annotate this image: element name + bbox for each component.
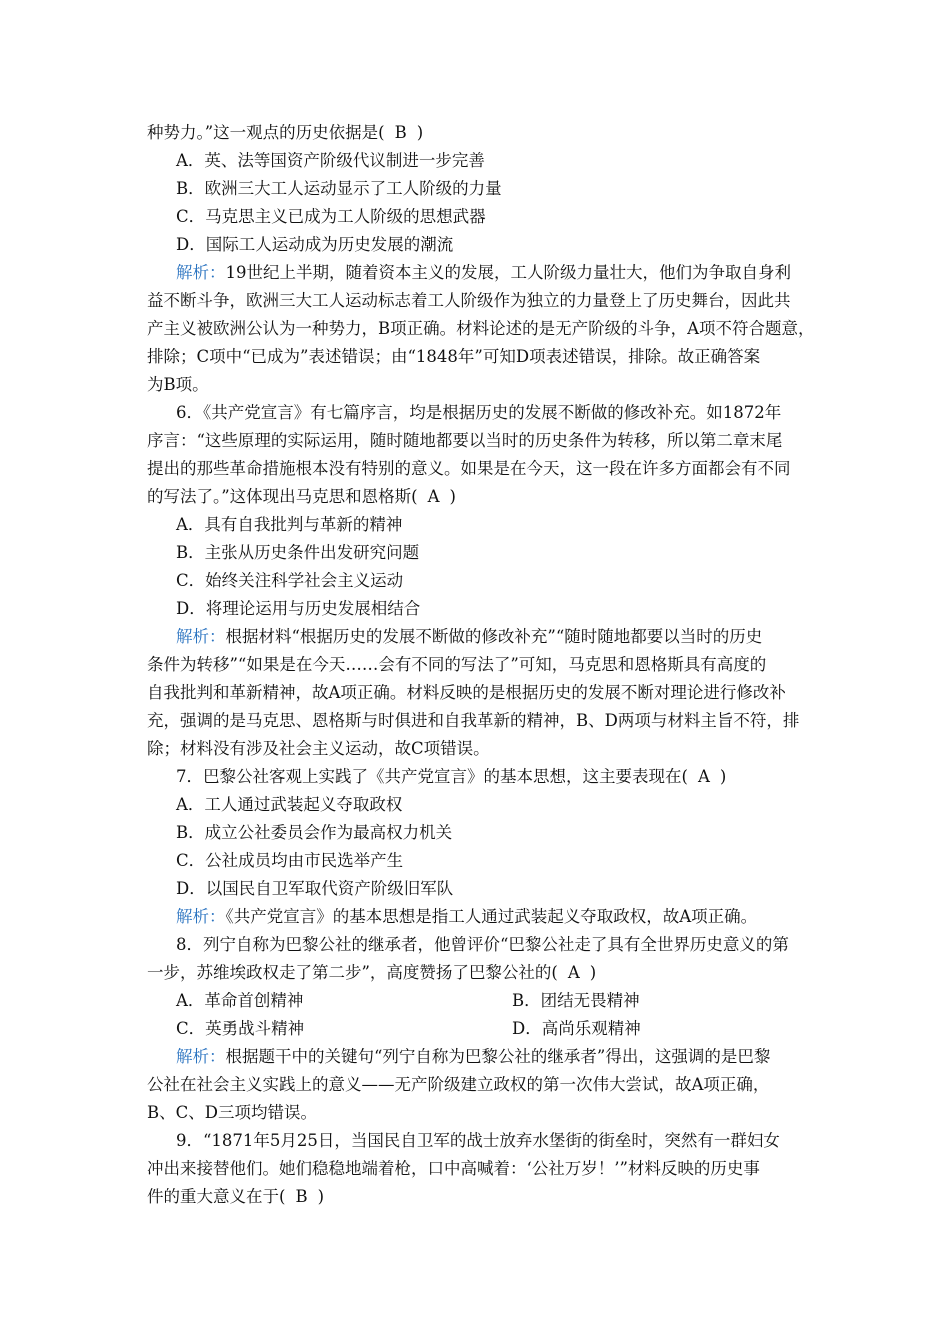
q8-stem-line-1: 8．列宁自称为巴黎公社的继承者，他曾评价“巴黎公社走了具有全世界历史意义的第 bbox=[176, 935, 789, 954]
q8-option-c: C．英勇战斗精神 bbox=[176, 1019, 305, 1038]
q5-option-c: C．马克思主义已成为工人阶级的思想武器 bbox=[176, 207, 486, 226]
q8-option-d: D．高尚乐观精神 bbox=[512, 1019, 641, 1038]
q7-option-b: B．成立公社委员会作为最高权力机关 bbox=[176, 823, 453, 842]
q9-stem-text: 件的重大意义在于( bbox=[147, 1187, 286, 1206]
q6-option-a: A．具有自我批判与革新的精神 bbox=[176, 515, 403, 534]
q8-answer: A bbox=[567, 963, 580, 982]
q7-answer: A bbox=[697, 767, 710, 786]
q5-analysis-label: 解析： bbox=[176, 263, 226, 282]
q8-stem-text: 一步，苏维埃政权走了第二步”，高度赞扬了巴黎公社的( bbox=[147, 963, 558, 982]
q6-stem-line-3: 提出的那些革命措施根本没有特别的意义。如果是在今天，这一段在许多方面都会有不同 bbox=[147, 459, 791, 478]
q6-option-d: D．将理论运用与历史发展相结合 bbox=[176, 599, 421, 618]
q6-analysis-line-2: 条件为转移”“如果是在今天……会有不同的写法了”可知，马克思和恩格斯具有高度的 bbox=[147, 655, 767, 674]
q5-stem-line bbox=[147, 122, 423, 146]
q7-stem-line bbox=[176, 766, 726, 790]
q6-analysis-text: 根据材料“根据历史的发展不断做的修改补充”“随时随地都要以当时的历史 bbox=[225, 627, 763, 646]
q5-option-d: D．国际工人运动成为历史发展的潮流 bbox=[176, 235, 454, 254]
q9-stem-line-3 bbox=[147, 1186, 324, 1210]
q6-stem-close: ) bbox=[449, 487, 456, 506]
q9-answer: B bbox=[295, 1187, 308, 1206]
q7-stem-text: 7．巴黎公社客观上实践了《共产党宣言》的基本思想，这主要表现在( bbox=[176, 767, 688, 786]
q8-option-a: A．革命首创精神 bbox=[176, 991, 304, 1010]
q6-stem-line-2: 序言：“这些原理的实际运用，随时随地都要以当时的历史条件为转移，所以第二章末尾 bbox=[147, 431, 783, 450]
q8-analysis-label: 解析： bbox=[176, 1047, 226, 1066]
q6-analysis-label: 解析： bbox=[176, 627, 226, 646]
q8-stem-line-2 bbox=[147, 962, 596, 986]
q5-answer: B bbox=[394, 123, 407, 142]
q6-analysis-line-5: 除；材料没有涉及社会主义运动，故C项错误。 bbox=[147, 739, 490, 758]
q9-stem-line-2: 冲出来接替他们。她们稳稳地端着枪，口中高喊着：‘公社万岁！’”材料反映的历史事 bbox=[147, 1159, 760, 1178]
q8-analysis-line-1 bbox=[176, 1046, 770, 1070]
q6-stem-line-4 bbox=[147, 486, 456, 510]
q9-stem-close: ) bbox=[317, 1187, 325, 1206]
q5-analysis-text: 19世纪上半期，随着资本主义的发展，工人阶级力量壮大，他们为争取自身利 bbox=[225, 263, 791, 282]
q6-option-b: B．主张从历史条件出发研究问题 bbox=[176, 543, 420, 562]
q5-stem-text: 种势力。”这一观点的历史依据是( bbox=[147, 123, 385, 142]
q8-analysis-text: 根据题干中的关键句“列宁自称为巴黎公社的继承者”得出，这强调的是巴黎 bbox=[225, 1047, 771, 1066]
q5-option-a: A．英、法等国资产阶级代议制进一步完善 bbox=[176, 151, 485, 170]
q7-option-c: C．公社成员均由市民选举产生 bbox=[176, 851, 404, 870]
q6-answer: A bbox=[427, 487, 440, 506]
q6-analysis-line-3: 自我批判和革新精神，故A项正确。材料反映的是根据历史的发展不断对理论进行修改补 bbox=[147, 683, 786, 702]
q5-option-b: B．欧洲三大工人运动显示了工人阶级的力量 bbox=[176, 179, 502, 198]
q6-stem-text: 的写法了。”这体现出马克思和恩格斯( bbox=[147, 487, 418, 506]
q8-analysis-line-2: 公社在社会主义实践上的意义——无产阶级建立政权的第一次伟大尝试，故A项正确， bbox=[147, 1075, 770, 1094]
q5-stem-close: ) bbox=[416, 123, 424, 142]
q8-stem-close: ) bbox=[589, 963, 597, 982]
q5-analysis-line-4: 排除；C项中“已成为”表述错误；由“1848年”可知D项表述错误，排除。故正确答案 bbox=[147, 347, 761, 366]
q6-analysis-line-4: 充，强调的是马克思、恩格斯与时俱进和自我革新的精神，B、D两项与材料主旨不符，排 bbox=[147, 711, 800, 730]
q7-analysis-line-1 bbox=[176, 906, 757, 930]
q5-analysis-line-3: 产主义被欧洲公认为一种势力，B项正确。材料论述的是无产阶级的斗争，A项不符合题意， bbox=[147, 319, 815, 338]
q7-stem-close: ) bbox=[719, 767, 727, 786]
q5-analysis-line-2: 益不断斗争，欧洲三大工人运动标志着工人阶级作为独立的力量登上了历史舞台，因此共 bbox=[147, 291, 791, 310]
q6-stem-line-1: 6．《共产党宣言》有七篇序言，均是根据历史的发展不断做的修改补充。如1872年 bbox=[176, 403, 782, 422]
q6-option-c: C．始终关注科学社会主义运动 bbox=[176, 571, 404, 590]
q9-stem-line-1: 9．“1871年5月25日，当国民自卫军的战士放弃水堡街的街垒时，突然有一群妇女 bbox=[176, 1131, 780, 1150]
q8-option-b: B．团结无畏精神 bbox=[512, 991, 640, 1010]
q7-option-d: D．以国民自卫军取代资产阶级旧军队 bbox=[176, 879, 454, 898]
q7-analysis-label: 解析： bbox=[176, 907, 226, 926]
q6-analysis-line-1 bbox=[176, 626, 762, 650]
q5-analysis-line-1 bbox=[176, 262, 791, 286]
q7-analysis-text: 《共产党宣言》的基本思想是指工人通过武装起义夺取政权，故A项正确。 bbox=[225, 907, 758, 926]
q7-option-a: A．工人通过武装起义夺取政权 bbox=[176, 795, 403, 814]
q8-analysis-line-3: B、C、D三项均错误。 bbox=[147, 1103, 317, 1122]
q5-analysis-line-5: 为B项。 bbox=[147, 375, 209, 394]
